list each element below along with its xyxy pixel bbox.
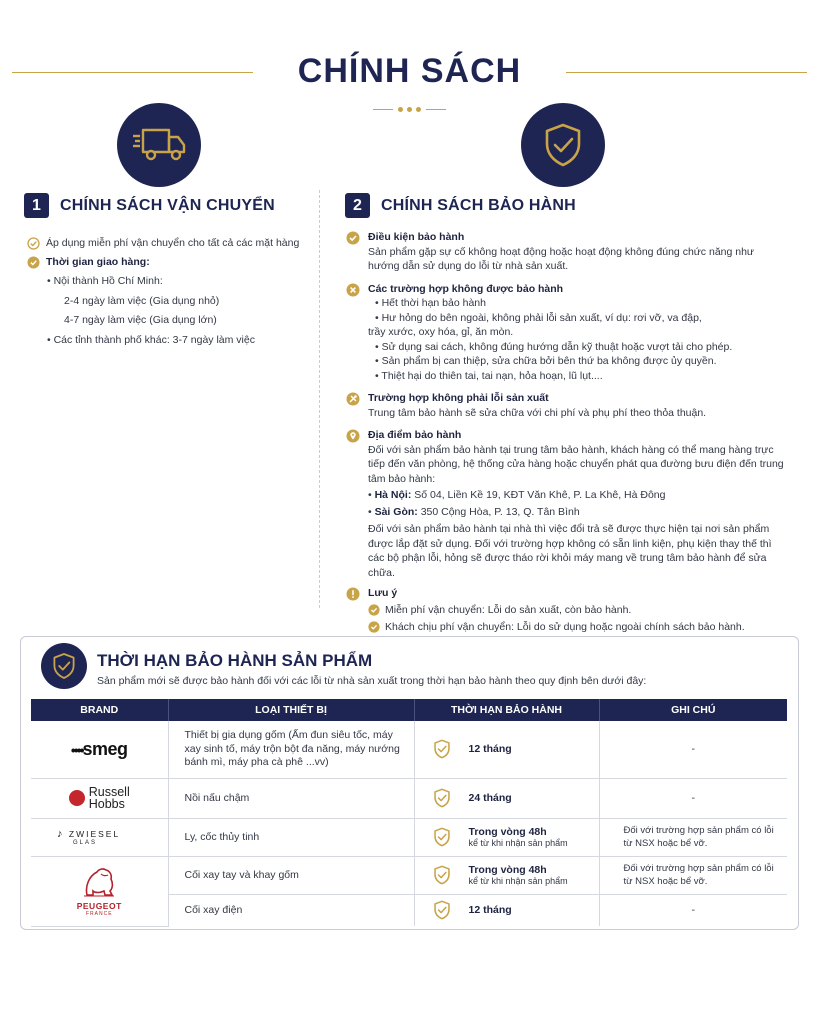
free-shipping-text: Áp dụng miễn phí vận chuyển cho tất cả các mặt hàng — [46, 237, 300, 249]
shield-small-icon — [433, 865, 451, 885]
not-covered-item-cont: trầy xước, oxy hóa, gỉ, ăn mòn. — [368, 326, 514, 338]
saigon-address-row: • Sài Gòn: 350 Cộng Hòa, P. 13, Q. Tân Bình — [368, 505, 580, 518]
shield-small-icon — [433, 900, 451, 920]
note-item — [368, 620, 786, 635]
delivery-time-row — [27, 255, 317, 270]
not-covered-title: Các trường hợp không được bảo hành — [368, 282, 564, 295]
time-value: Trong vòng 48h — [468, 864, 547, 876]
note-cell — [599, 856, 787, 894]
peugeot-logo: PEUGEOT FRANCE — [39, 866, 160, 917]
inner-city-item: • Nội thành Hồ Chí Minh: — [47, 275, 163, 287]
warranty-section-title: CHÍNH SÁCH BẢO HÀNH — [381, 196, 576, 214]
hanoi-address: Số 04, Liền Kề 19, KĐT Văn Khê, P. La Khê, Hà Đông — [414, 489, 666, 501]
not-covered-item: • Sản phẩm bị can thiệp, sửa chữa bởi bên thứ ba không được ủy quyền. — [375, 355, 717, 367]
shield-small-icon — [433, 739, 451, 759]
note-title: Lưu ý — [368, 587, 398, 599]
time-value: 12 tháng — [468, 904, 512, 917]
warranty-period-title: THỜI HẠN BẢO HÀNH SẢN PHẨM — [97, 651, 373, 670]
column-header-note: GHI CHÚ — [599, 699, 787, 721]
time-cell — [414, 721, 599, 778]
check-circle-icon — [346, 231, 360, 245]
check-circle-icon — [27, 256, 40, 269]
time-cell — [414, 778, 599, 818]
note-cell: - — [599, 778, 787, 818]
x-circle-icon — [346, 283, 360, 297]
time-value: 24 tháng — [468, 792, 512, 804]
not-manufacturer-title: Trường hợp không phải lỗi sản xuất — [368, 392, 549, 404]
note-cell: - — [691, 904, 695, 917]
time-subtext: kể từ khi nhận sản phẩm — [468, 876, 568, 886]
not-covered-item: • Sử dụng sai cách, không đúng hướng dẫn kỹ thuật hoặc vượt tải cho phép. — [375, 340, 733, 353]
hanoi-label: Hà Nội: — [374, 489, 412, 501]
warranty-period-description: Sản phẩm mới sẽ được bảo hành đối với các lỗi từ nhà sản xuất trong thời hạn bảo hành theo quy định bên dưới đây: — [97, 675, 647, 687]
warranty-table — [31, 699, 787, 927]
warranty-policy-content — [346, 230, 786, 643]
brand-cell — [31, 818, 168, 856]
note-text: Đối với trường hợp sản phẩm có lỗi từ NSX hoặc bể vỡ. — [623, 825, 774, 849]
brand-cell — [31, 778, 168, 818]
zwiesel-logo: ♪ ZWIESEL GLAS — [57, 828, 121, 846]
warranty-section-header — [345, 193, 576, 218]
location-text: Đối với sản phẩm bảo hành tại trung tâm bảo hành, khách hàng có thể mang hàng trực tiếp đến văn phòng, hệ thống cửa hàng hoặc chuyển phát qua đường bưu điện đến trung tâm bảo hành: — [368, 443, 784, 485]
table-row — [31, 818, 787, 856]
other-provinces-item: • Các tỉnh thành phố khác: 3-7 ngày làm việc — [47, 333, 255, 346]
time-subtext: kể từ khi nhận sản phẩm — [468, 838, 568, 848]
type-cell: Thiết bị gia dụng gốm (Ấm đun siêu tốc, máy xay sinh tố, máy trộn bột đa năng, máy nướng bánh mì, máy pha cà phê ...vv) — [168, 721, 414, 778]
shield-check-icon — [41, 643, 87, 689]
conditions-text: Sản phẩm gặp sự cố không hoạt động hoặc hoạt động không đúng chức năng như hướng dẫn sử dụng do lỗi từ nhà sản xuất. — [368, 245, 754, 272]
type-cell: Ly, cốc thủy tinh — [168, 818, 414, 856]
table-row — [31, 856, 787, 894]
not-covered-item: • Hư hỏng do bên ngoài, không phải lỗi sản xuất, ví dụ: rơi vỡ, va đập, — [375, 311, 702, 324]
time-cell — [414, 818, 599, 856]
check-outline-icon — [27, 237, 40, 250]
location-pin-icon — [346, 429, 360, 443]
truck-icon — [117, 103, 201, 187]
inner-city-text: Nội thành Hồ Chí Minh: — [53, 275, 163, 287]
shield-small-icon — [433, 827, 451, 847]
tools-icon — [346, 392, 360, 406]
other-provinces-text: Các tỉnh thành phố khác: 3-7 ngày làm việc — [53, 333, 255, 346]
shipping-section-header — [24, 193, 275, 218]
russell-hobbs-logo: Russell Hobbs — [39, 786, 160, 810]
onsite-text: Đối với sản phẩm bảo hành tại nhà thì việc đổi trả sẽ được thực hiện tại nơi sản phẩm được lắp đặt sử dụng. Đối với trường hợp không có sẵn linh kiện, phụ kiện thay thế thì các bộ phận lỗi, hỏng sẽ được tháo rời khỏi máy mang về trung tâm bảo hành để sửa chữa. — [368, 523, 772, 579]
not-covered-item: • Hết thời hạn bảo hành — [375, 297, 486, 309]
shield-check-icon — [521, 103, 605, 187]
type-cell: Cối xay điện — [168, 894, 414, 926]
note-cell: - — [599, 721, 787, 778]
saigon-address: 350 Cộng Hòa, P. 13, Q. Tân Bình — [420, 505, 580, 518]
column-header-brand: BRAND — [31, 699, 168, 721]
not-covered-item: • Thiệt hại do thiên tai, tai nạn, hỏa hoạn, lũ lụt.... — [375, 369, 603, 382]
saigon-label: Sài Gòn: — [374, 505, 418, 518]
delivery-time-label: Thời gian giao hàng: — [46, 255, 150, 268]
time-cell — [414, 856, 599, 894]
note-text: Đối với trường hợp sản phẩm có lỗi từ NSX hoặc bể vỡ. — [623, 863, 774, 887]
not-covered-block — [346, 282, 786, 384]
note-item-text: Khách chịu phí vận chuyển: Lỗi do sử dụng hoặc ngoài chính sách bảo hành. — [385, 621, 745, 633]
note-cell — [599, 818, 787, 856]
warranty-section-number: 2 — [345, 193, 370, 218]
not-manufacturer-text: Trung tâm bảo hành sẽ sửa chữa với chi phí và phụ phí theo thỏa thuận. — [368, 406, 707, 419]
column-header-type: LOẠI THIẾT BỊ — [168, 699, 414, 721]
hanoi-address-row: • Hà Nội: Số 04, Liền Kề 19, KĐT Văn Khê, P. La Khê, Hà Đông — [368, 489, 666, 501]
small-items-text: 2-4 ngày làm việc (Gia dụng nhỏ) — [64, 294, 220, 307]
warranty-conditions-block — [346, 230, 786, 274]
check-circle-icon — [368, 621, 380, 633]
time-value: 12 tháng — [468, 743, 512, 756]
table-header-row — [31, 699, 787, 721]
shield-small-icon — [433, 788, 451, 808]
table-row — [31, 721, 787, 778]
time-cell — [414, 894, 599, 926]
page-title: CHÍNH SÁCH — [297, 52, 522, 90]
warning-icon — [346, 587, 360, 601]
table-row — [31, 778, 787, 818]
time-value: Trong vòng 48h — [468, 826, 547, 838]
note-item-text: Miễn phí vận chuyển: Lỗi do sản xuất, còn bảo hành. — [385, 603, 632, 616]
lion-emblem-icon — [79, 866, 119, 898]
shipping-content — [27, 236, 317, 347]
free-shipping-row — [27, 236, 317, 251]
smeg-logo: ••••smeg — [70, 738, 128, 759]
type-cell: Nồi nấu chậm — [168, 778, 414, 818]
title-ornament — [0, 101, 819, 119]
check-circle-icon — [368, 604, 380, 616]
shipping-section-number: 1 — [24, 193, 49, 218]
brand-cell — [31, 856, 168, 926]
note-item — [368, 603, 786, 618]
large-items-text: 4-7 ngày làm việc (Gia dụng lớn) — [64, 314, 217, 326]
column-divider — [319, 190, 320, 608]
shipping-section-title: CHÍNH SÁCH VẬN CHUYỂN — [60, 196, 275, 214]
brand-cell — [31, 721, 168, 778]
not-manufacturer-block — [346, 391, 786, 420]
location-block — [346, 428, 786, 580]
column-header-time: THỜI HẠN BẢO HÀNH — [414, 699, 599, 721]
conditions-title: Điều kiện bảo hành — [368, 231, 465, 243]
type-cell: Cối xay tay và khay gốm — [168, 856, 414, 894]
location-title: Địa điểm bảo hành — [368, 429, 462, 441]
note-block — [346, 586, 786, 635]
